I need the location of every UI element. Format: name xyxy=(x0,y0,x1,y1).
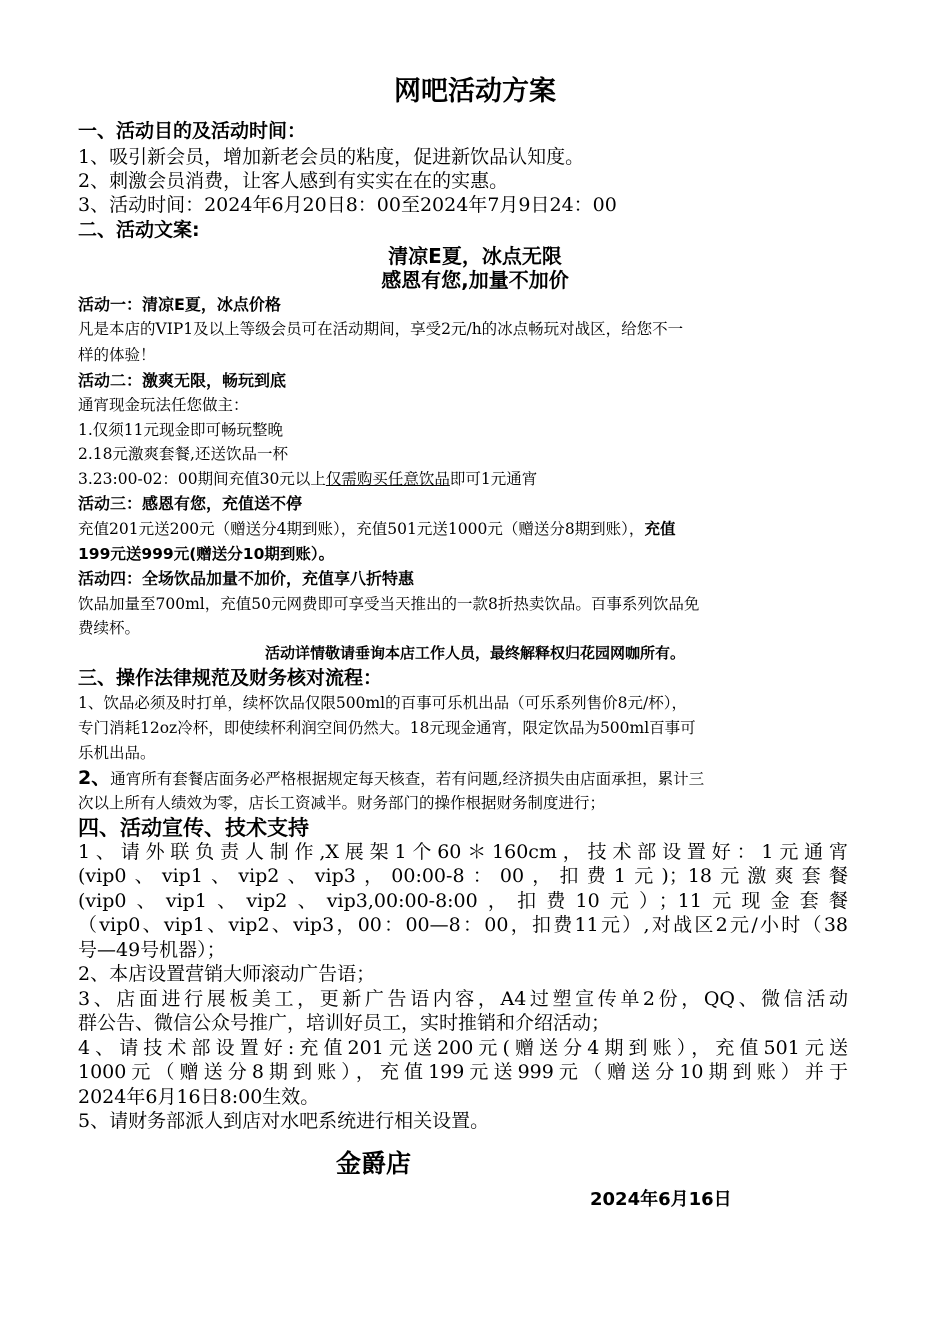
slogan-1: 清凉E夏，冰点无限 xyxy=(388,244,562,268)
activity3-title: 活动三：感恩有您，充值送不停 xyxy=(78,494,303,513)
section1-line-2: 2、刺激会员消费，让客人感到有实实在在的实惠。 xyxy=(78,170,509,192)
activity3-line-2-bold: 199元送999元(赠送分10期到账）。 xyxy=(78,545,335,563)
section4-heading: 四、活动宣传、技术支持 xyxy=(78,816,309,840)
section3-line-1: 1、饮品必须及时打单，续杯饮品仅限500ml的百事可乐机出品（可乐系列售价8元/杯）， xyxy=(78,694,687,712)
activity2-line-3: 2.18元激爽套餐,还送饮品一杯 xyxy=(78,445,288,463)
section4-item1-line-5: 号—49号机器）； xyxy=(78,939,226,961)
activity1-title: 活动一：清凉E夏，冰点价格 xyxy=(78,295,281,314)
activity2-line-4 xyxy=(78,468,537,490)
section4-item4-line-3: 2024年6月16日8:00生效。 xyxy=(78,1086,320,1108)
activity-notice: 活动详情敬请垂询本店工作人员，最终解释权归花园网咖所有。 xyxy=(264,644,685,662)
activity2-line-4-pre: 3.23:00-02：00期间充值30元以上 xyxy=(78,470,326,488)
section1-line-1: 1、吸引新会员，增加新老会员的粘度，促进新饮品认知度。 xyxy=(78,146,585,168)
activity4-line-1: 饮品加量至700ml，充值50元网费即可享受当天推出的一款8折热卖饮品。百事系列饮品免 xyxy=(78,595,700,613)
activity2-line-2: 1.仅须11元现金即可畅玩整晚 xyxy=(78,421,284,439)
section1-line-3: 3、活动时间：2024年6月20日8：00至2024年7月9日24：00 xyxy=(78,194,617,216)
section4-item1-line-3: (vip0、vip1、vip2、vip3,00:00-8:00，扣费10元）；11元现金套餐 xyxy=(78,890,848,912)
activity3-line-1 xyxy=(78,518,675,540)
section3-item2-number: 2、 xyxy=(78,767,111,789)
activity1-line-2: 样的体验！ xyxy=(78,346,156,364)
section2-heading: 二、活动文案: xyxy=(78,219,200,241)
section1-heading: 一、活动目的及活动时间： xyxy=(78,120,307,142)
section3-heading: 三、操作法律规范及财务核对流程： xyxy=(78,667,383,689)
section4-item3-line-1: 3、店面进行展板美工，更新广告语内容，A4过塑宣传单2份，QQ、微信活动 xyxy=(78,988,848,1010)
activity3-line-1-plain: 充值201元送200元（赠送分4期到账），充值501元送1000元（赠送分8期到账）， xyxy=(78,520,645,538)
section3-item2-text: 通宵所有套餐店面务必严格根据规定每天核查，若有问题,经济损失由店面承担，累计三 xyxy=(110,770,705,788)
activity4-title: 活动四：全场饮品加量不加价，充值享八折特惠 xyxy=(78,569,415,588)
activity4-line-2: 费续杯。 xyxy=(78,619,141,637)
activity2-line-4-underline: 仅需购买任意饮品 xyxy=(325,470,450,488)
document-date: 2024年6月16日 xyxy=(590,1189,732,1210)
page-title: 网吧活动方案 xyxy=(394,76,556,107)
activity2-title: 活动二：激爽无限，畅玩到底 xyxy=(78,371,287,390)
activity2-line-1: 通宵现金玩法任您做主： xyxy=(78,396,249,414)
activity3-line-2 xyxy=(78,543,334,565)
section4-item4-line-1: 4、请技术部设置好:充值201元送200元(赠送分4期到账），充值501元送 xyxy=(78,1037,848,1059)
activity1-line-1: 凡是本店的VIP1及以上等级会员可在活动期间，享受2元/h的冰点畅玩对战区，给您不一 xyxy=(78,320,684,338)
section4-item4-line-2: 1000元（赠送分8期到账），充值199元送999元（赠送分10期到账）并于 xyxy=(78,1061,848,1083)
store-name: 金爵店 xyxy=(336,1149,412,1178)
section4-item1-line-1: 1、请外联负责人制作,X展架1个60＊160cm，技术部设置好：1元通宵 xyxy=(78,841,848,863)
section3-item2-line-1 xyxy=(78,767,704,790)
section3-line-2: 专门消耗12oz冷杯，即使续杯利润空间仍然大。18元现金通宵，限定饮品为500ml百事可 xyxy=(78,719,696,737)
section3-line-3: 乐机出品。 xyxy=(78,744,156,762)
section4-item3-line-2: 群公告、微信公众号推广，培训好员工，实时推销和介绍活动； xyxy=(78,1012,611,1034)
section3-item2-line-2: 次以上所有人绩效为零，店长工资减半。财务部门的操作根据财务制度进行； xyxy=(78,794,606,812)
section4-item1-line-4: （vip0、vip1、vip2、vip3，00：00—8：00，扣费11元）,对战区2元/小时（38 xyxy=(78,914,848,936)
activity2-line-4-post: 即可1元通宵 xyxy=(449,470,538,488)
activity3-line-1-bold: 充值 xyxy=(644,520,676,538)
section4-item2: 2、本店设置营销大师滚动广告语； xyxy=(78,963,376,985)
slogan-2: 感恩有您,加量不加价 xyxy=(381,268,569,292)
section4-item5: 5、请财务部派人到店对水吧系统进行相关设置。 xyxy=(78,1110,490,1132)
section4-item1-line-2: (vip0、vip1、vip2、vip3，00:00-8：00，扣费1元)；18元激爽套餐 xyxy=(78,865,848,887)
